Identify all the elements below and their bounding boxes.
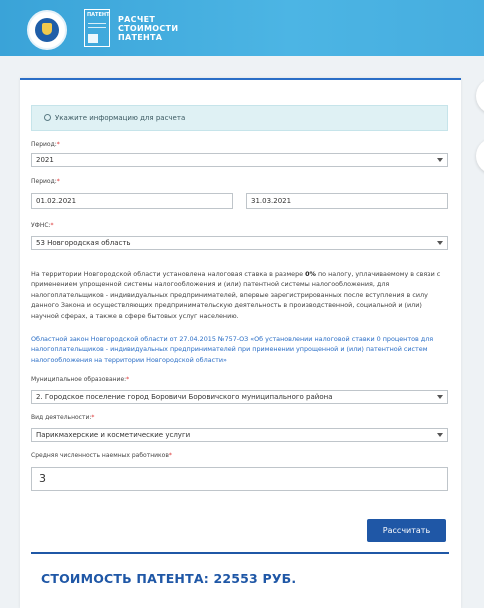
municipal-select-value: 2. Городское поселение город Боровичи Боровичского муниципального района (36, 393, 333, 401)
period-label: Период:* (31, 141, 60, 148)
date-to-input[interactable]: 31.03.2021 (246, 193, 448, 209)
municipal-select[interactable] (31, 390, 448, 404)
app-title-line1: РАСЧЕТ (118, 15, 156, 24)
app-header (0, 0, 484, 56)
period-select[interactable] (31, 153, 448, 167)
calculate-button[interactable]: Рассчитать (367, 519, 446, 542)
eagle-icon (35, 18, 59, 42)
ufns-select[interactable] (31, 236, 448, 250)
employees-label: Средняя численность наемных работников* (31, 452, 172, 459)
app-title-line3: ПАТЕНТА (118, 33, 163, 42)
municipal-label: Муниципальное образование:* (31, 376, 130, 383)
chevron-down-icon (437, 158, 443, 162)
fns-emblem-logo[interactable] (27, 10, 67, 50)
patent-cost-result: СТОИМОСТЬ ПАТЕНТА: 22553 РУБ. (41, 571, 297, 586)
period-select-value: 2021 (36, 156, 54, 164)
side-tab-button[interactable] (476, 138, 484, 174)
period-range-label: Период:* (31, 178, 60, 185)
tax-rate-value: 0% (305, 270, 316, 278)
chevron-down-icon (437, 241, 443, 245)
info-icon (44, 114, 51, 121)
result-divider (31, 552, 449, 554)
ufns-select-value: 53 Новгородская область (36, 239, 131, 247)
app-title-line2: СТОИМОСТИ (118, 24, 179, 33)
employees-input[interactable]: 3 (31, 467, 448, 491)
tax-rate-notice: На территории Новгородской области установлена налоговая ставка в размере 0% по налогу, уплачиваемому в связи с применением упрощенной системы налогообложения и (или) патентной системы налогообложения, для налогоплательщиков - индивидуальных предпринимателей, впервые зарегистрированных после вступления в силу данного Закона и осуществляющих предпринимательскую деятельность в производственной, социальной и (или) научной сферах, а также в сфере бытовых услуг населению. (31, 270, 441, 320)
chevron-down-icon (437, 395, 443, 399)
app-title (118, 15, 178, 42)
side-tab-button[interactable] (476, 78, 484, 114)
activity-label: Вид деятельности:* (31, 414, 95, 421)
patent-logo-text: ПАТЕНТ (87, 12, 110, 18)
date-from-input[interactable]: 01.02.2021 (31, 193, 233, 209)
activity-select[interactable] (31, 428, 448, 442)
info-message-text: Укажите информацию для расчета (55, 114, 186, 122)
info-message (31, 105, 448, 131)
activity-select-value: Парикмахерские и косметические услуги (36, 431, 191, 439)
calculator-form (20, 78, 461, 608)
ufns-label: УФНС:* (31, 222, 54, 229)
card-top-border (20, 78, 461, 80)
patent-logo (84, 9, 110, 47)
chevron-down-icon (437, 433, 443, 437)
law-reference-link[interactable]: Областной закон Новгородской области от 27.04.2015 №757-ОЗ «Об установлении налоговой ставки 0 процентов для налогоплательщиков - индивидуальных предпринимателей при применении упрощенной и (или) патентной систем налогообложения на территории Новгородской области» (31, 335, 434, 364)
